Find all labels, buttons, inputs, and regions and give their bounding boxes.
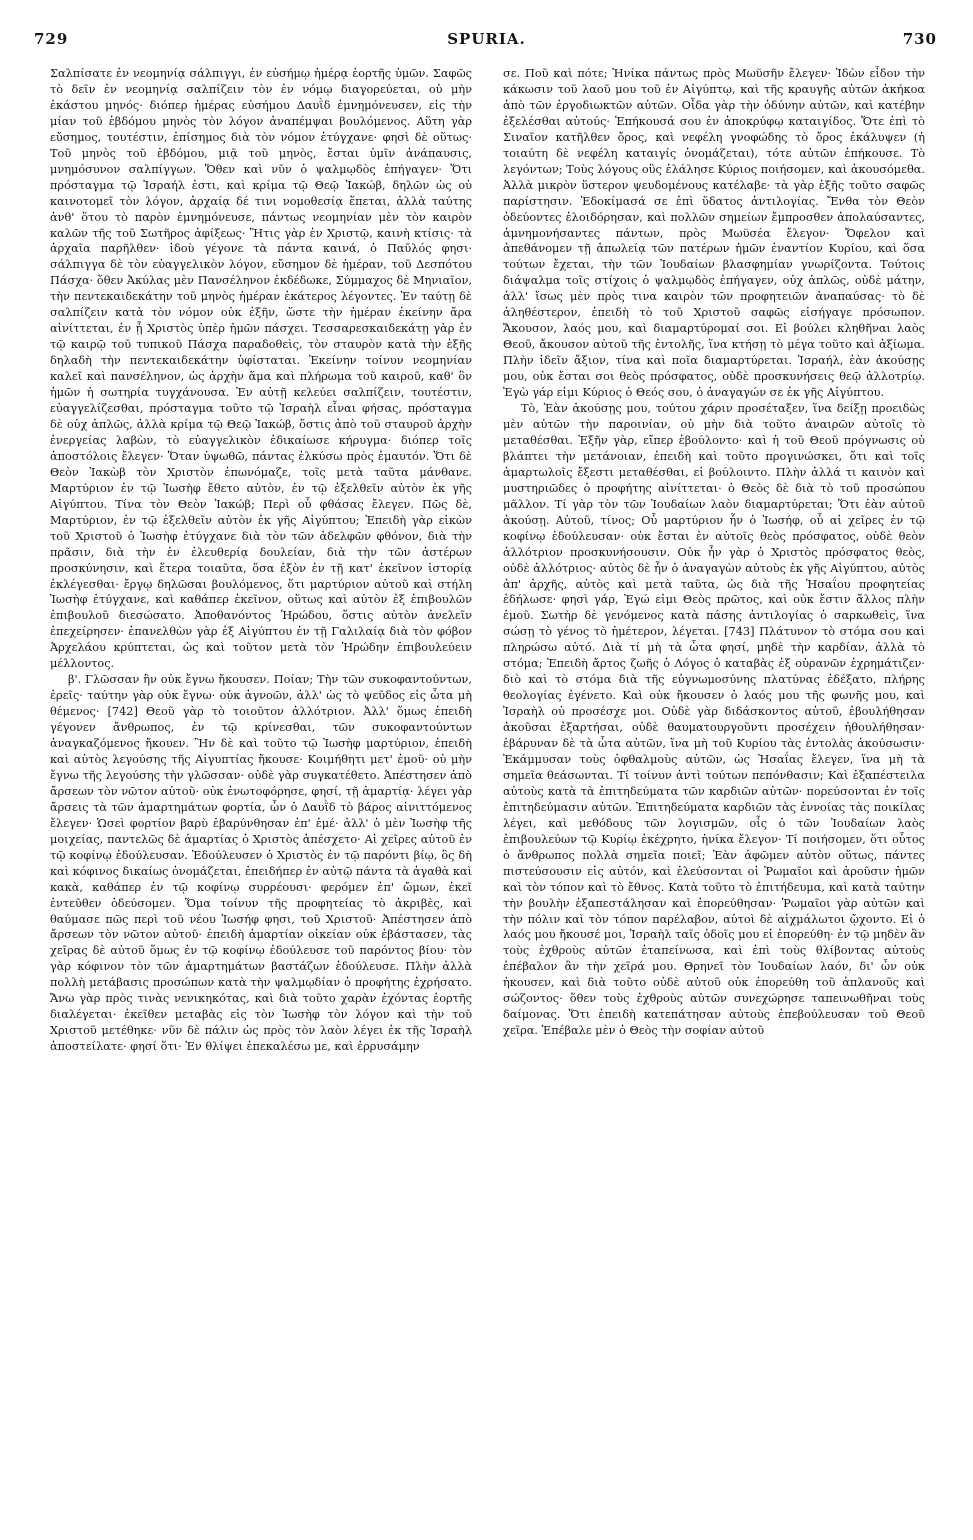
left-paragraph-2: β'. Γλῶσσαν ἣν οὐκ ἔγνω ἤκουσεν. Ποίαν; Τὴν τῶν συκοφαντούντων, ἐρεῖς· ταύτην γὰρ οὐκ ἔγνω· οὐκ ἀγνοῶν, ἀλλ' ὡς τὸ ψεῦδος εἰς ὦτα μὴ θέμενος· [742] Θεοῦ γὰρ τὸ τοιοῦτον ἀλλότριον. Ἀλλ' ὅμως ἐπειδὴ γέγονεν ἄνθρωπος, ἐν τῷ κρίνεσθαι, τῶν συκοφαντούντων ἀναγκαζόμενος ἤκουεν. Ἢν δὲ καὶ τοῦτο τῷ Ἰωσὴφ μαρτύριον, ἐπειδὴ καὶ αὐτὸς λεγούσης τῆς Αἰγυπτίας ἤκουσε· Κοιμήθητι μετ' ἐμοῦ· οὐ μὴν ἔγνω τῆς λεγούσης τὴν γλῶσσαν· οὐδὲ γὰρ συγκατέθετο. Ἀπέστησεν ἀπὸ ἄρσεων τὸν νῶτον αὐτοῦ· οὐκ ἐνωτοφόρησε, φησί, τῇ ἁμαρτίᾳ· λέγει γὰρ ἄρσεις τὰ τῶν ἁμαρτημάτων φορτία, ὧν ὁ Δαυῒδ τὸ βάρος αἰνιττόμενος ἔλεγεν· Ὡσεὶ φορτίον βαρὺ ἐβαρύνθησαν ἐπ' ἐμέ· ἀλλ' ὁ μὲν Ἰωσὴφ τῆς μοιχείας, παντελῶς δὲ ἁμαρτίας ὁ Χριστὸς ἀπέσχετο· Αἱ χεῖρες αὐτοῦ ἐν τῷ κοφίνῳ ἐδούλευσαν. Ἐδούλευσεν ὁ Χριστὸς ἐν τῷ παρόντι βίῳ, ὃς δὴ καὶ κόφινος δικαίως ὀνομάζεται, ἐπειδήπερ ἐν αὐτῷ πάντα τὰ ἀγαθὰ καὶ κακὰ, καθάπερ ἐν τῷ κοφίνῳ συρρέουσι· φερόμεν ἐπ' ὤμων, ἐκεῖ ἐντεῦθεν ὁδεύσομεν. Ὅμα τοίνυν τῆς προφητείας τὸ ἀκριβὲς, καὶ θαύμασε πῶς περὶ τοῦ νέου Ἰωσήφ φησι, τοῦ Χριστοῦ· Ἀπέστησεν ἀπὸ ἄρσεων τὸν νῶτον αὐτοῦ· ἐπειδὴ ἁμαρτίαν οἰκείαν οὐκ ἐβάστασεν, τὰς χεῖρας δὲ αὐτοῦ ὅμως ἐν τῷ κοφίνῳ ἐδούλευσε τοῦ παρόντος βίου· τὸν γὰρ κόφινον τὸν τῶν ἁμαρτημάτων βαστάζων ἐδούλευσε. Πλὴν ἀλλὰ πολλὴ μετάβασις προσώπων κατὰ τὴν ψαλμῳδίαν ὁ προφήτης ἐχρήσατο. Ἄνω γὰρ πρὸς τινὰς νενικηκότας, καὶ διὰ τοῦτο χαρὰν ἐχόντας ἑορτῆς διαλέγεται· ἐκεῖθεν μεταβὰς εἰς τὸν Ἰωσὴφ τὸν λόγον καὶ τὴν τοῦ Χριστοῦ μετέθηκε· νῦν δὲ πάλιν ὡς πρὸς τὸν λαὸν λέγει ἐκ τῆς Ἰσραὴλ ἀποστείλατε· φησί ὅτι· Ἐν θλίψει ἐπεκαλέσω με, καὶ ἐρρυσάμην bbox=[50, 673, 472, 1054]
running-title: SPURIA. bbox=[447, 30, 526, 48]
right-paragraph-1: σε. Ποῦ καὶ πότε; Ἡνίκα πάντως πρὸς Μωϋσῆν ἔλεγεν· Ἰδὼν εἶδον τὴν κάκωσιν τοῦ λαοῦ μου τοῦ ἐν Αἰγύπτῳ, καὶ τῆς κραυγῆς αὐτῶν ἀκήκοα ἀπὸ τῶν ἐργοδιωκτῶν αὐτῶν. Οἶδα γὰρ τὴν ὀδύνην αὐτῶν, καὶ κατέβην ἐξελέσθαι αὐτούς· Ἐπήκουσά σου ἐν ἀποκρύφῳ καταιγίδος. Ὅτε ἐπὶ τὸ Σιναῖον κατῆλθεν ὄρος, καὶ νεφέλη γνοφώδης τὸ ὄρος ἐκάλυψεν (ἡ τοιαύτη δὲ νεφέλη καταιγίς ὀνομάζεται), τότε αὐτῶν ἐπήκουσε. Τὸ λεγόντων; Τοὺς λόγους οὓς ἐλάλησε Κύριος ποιήσομεν, καὶ ἀκουσόμεθα. Ἀλλὰ μικρὸν ὕστερον ψευδομένους κατέλαβε· τὰ γὰρ ἑξῆς τοῦτο σαφῶς παρίστησιν. Ἐδοκίμασά σε ἐπὶ ὕδατος ἀντιλογίας. Ἔνθα τὸν Θεὸν ὀδεύοντες ἐλοιδόρησαν, καὶ πολλῶν σημείων ἔμπροσθεν ἀπολαύσαντες, ἀμνημονήσαντες πάντων, πρὸς Μωϋσέα ἔλεγον· Ὄφελον καὶ ἀπεθάνομεν τῇ ἀπωλείᾳ τῶν πατέρων ἡμῶν ἐναντίον Κυρίου, καὶ ὅσα τούτων ἔχεται, τὴν τῶν Ἰουδαίων βλασφημίαν γνωρίζοντα. Τούτοις διάψαλμα τοῖς στίχοις ὁ ψαλμῳδὸς ἐπήγαγεν, οὐχ ἁπλῶς, οὐδὲ μάτην, ἀλλ' ἴσως μὲν πρὸς τινα καιρὸν τῶν προφητειῶν ἀναπαύσας· τὸ δὲ ἀληθέστερον, ἐπειδὴ τὸ τοῦ Χριστοῦ σαφῶς εἰσήγαγε πρόσωπον. Ἄκουσον, λαός μου, καὶ διαμαρτύρομαί σοι. Εἰ βούλει κληθῆναι λαὸς Θεοῦ, ἄκουσον αὐτοῦ τῆς ἐντολῆς, ἵνα κτήσῃ τὸ μέγα τοῦτο καὶ ἀξίωμα. Πλὴν ἰδεῖν ἄξιον, τίνα καὶ ποῖα διαμαρτύρεται. Ἰσραήλ, ἐὰν ἀκούσῃς μου, οὐκ ἔσται σοι θεὸς πρόσφατος, οὐδὲ προσκυνήσεις θεῷ ἀλλοτρίῳ. Ἐγὼ γάρ εἰμι Κύριος ὁ Θεός σου, ὁ ἀναγαγών σε ἐκ γῆς Αἰγύπτου. bbox=[503, 67, 925, 400]
running-head bbox=[28, 30, 945, 52]
left-paragraph-1: Σαλπίσατε ἐν νεομηνίᾳ σάλπιγγι, ἐν εὐσήμῳ ἡμέρᾳ ἑορτῆς ὑμῶν. Σαφῶς τὸ δεῖν ἐν νεομηνίᾳ σαλπίζειν τὸν ἐν νόμῳ διαγορεύεται, οὐ μὴν ἑκάστου μηνός· διόπερ ἡμέρας εὐσήμου Δαυῒδ ἐμνημόνευσεν, εἰς τὴν μίαν τοῦ ἑβδόμου μηνὸς τὸν λόγον ἀναπέμψαι βουλόμενος. Αὕτη γὰρ εὔσημος, τουτέστιν, ἐπίσημος διὰ τὸν νόμον ἐτύγχανε· φησὶ δὲ οὕτως· Τοῦ μηνὸς τοῦ ἑβδόμου, μιᾷ τοῦ μηνὸς, ἔσται ὑμῖν ἀνάπαυσις, μνημόσυνον σαλπίγγων. Ὅθεν καὶ νῦν ὁ ψαλμῳδὸς ἐπήγαγεν· Ὅτι πρόσταγμα τῷ Ἰσραήλ ἐστι, καὶ κρίμα τῷ Θεῷ Ἰακώβ, δηλῶν ὡς οὐ καινοτομεῖ τὸν λόγον, ἀρχαίᾳ δέ τινι νομοθεσίᾳ ἕπεται, ἀλλὰ ταύτης ἀνθ' ὅτου τὸ παρὸν ἐμνημόνευσε, πάντως νεομηνίαν μὲν τὸν καιρὸν καλῶν τῆς τοῦ Σωτῆρος ἀφίξεως· Ἥτις γὰρ ἐν Χριστῷ, καινὴ κτίσις· τὰ ἀρχαῖα παρῆλθεν· ἰδοὺ γέγονε τὰ πάντα καινά, ὁ Παῦλός φησι· σάλπιγγα δὲ τὸν εὐαγγελικὸν λόγον, εὔσημον δὲ ἡμέραν, τοῦ Δεσπότου Πάσχα· ὅθεν Ἀκύλας μὲν Πανσέληνον ἐκδέδωκε, Σύμμαχος δὲ Μηνιαῖον, τὴν πεντεκαιδεκάτην τοῦ μηνὸς ἡμέραν ἑκάτερος λέγοντες. Ἐν ταύτῃ δὲ σαλπίζειν κατὰ τὸν νόμον οὐκ ἐξῆν, ὥστε τὴν ἡμέραν ἐκείνην ἄρα αἰνίττεται, ἐν ᾗ Χριστὸς ὑπὲρ ἡμῶν πάσχει. Τεσσαρεσκαιδεκάτῃ γὰρ ἐν τῷ καιρῷ τοῦ τυπικοῦ Πάσχα παραδοθεὶς, τὸν σταυρὸν κατὰ τὴν ἑξῆς δηλαδὴ τὴν πεντεκαιδεκάτην ὑφίσταται. Ἐκείνην τοίνυν νεομηνίαν καλεῖ καὶ πανσέληνον, ὡς ἀρχὴν ἅμα καὶ πλήρωμα τοῦ καιροῦ, καθ' ὃν ἡμῶν ἡ σωτηρία τυγχάνουσα. Ἐν αὐτῇ κελεύει σαλπίζειν, τουτέστιν, εὐαγγελίζεσθαι, πρόσταγμα τοῦτο τῷ Ἰσραὴλ εἶναι φήσας, πρόσταγμα δὲ οὐχ ἁπλῶς, ἀλλὰ κρίμα τῷ Θεῷ Ἰακώβ, ὅστις ἀπὸ τοῦ σταυροῦ ἀρχὴν ἐνεργείας λαβὼν, τὸ εὐαγγελικὸν ἐδικαίωσε κήρυγμα· διόπερ τοῖς ἀποστόλοις ἔλεγεν· Ὅταν ὑψωθῶ, πάντας ἑλκύσω πρὸς ἐμαυτόν. Ὅτι δὲ Θεὸν Ἰακὼβ τὸν Χριστὸν ἐπωνόμαζε, τοῖς μετὰ ταῦτα μάνθανε. Μαρτύριον ἐν τῷ Ἰωσὴφ ἔθετο αὐτὸν, ἐν τῷ ἐξελθεῖν αὐτὸν ἐκ γῆς Αἰγύπτου. Τίνα τὸν Θεὸν Ἰακώβ; Περὶ οὗ φθάσας ἔλεγεν. Πῶς δὲ, Μαρτύριον, ἐν τῷ ἐξελθεῖν αὐτὸν ἐκ γῆς Αἰγύπτου; Ἐπειδὴ γὰρ εἰκὼν τοῦ Χριστοῦ ὁ Ἰωσὴφ ἐτύγχανε διὰ τὸν τῶν ἀδελφῶν φθόνον, διὰ τὴν πρᾶσιν, διὰ τὴν ἐν ἐλευθερίᾳ δουλείαν, διὰ τὴν τῶν ἀστέρων προσκύνησιν, καὶ ἕτερα τοιαῦτα, ὅσα ἐξὸν ἐν τῇ κατ' ἐκεῖνον ἱστορίᾳ ἐκλέγεσθαι· ἔργῳ δηλῶσαι βουλόμενος, ὅτι μαρτύριον αὐτοῦ καὶ στήλη Ἰωσὴφ ἐτύγχανε, καὶ καθάπερ ἐκεῖνον, οὕτως καὶ αὐτὸν ἐξ ἐπιβουλῶν ἐπιβουλοῦ διεσώσατο. Ἀποθανόντος Ἡρώδου, ὅστις αὐτὸν ἀνελεῖν ἐπεχείρησεν· ἐπανελθὼν γὰρ ἐξ Αἰγύπτου ἐν τῇ Γαλιλαίᾳ διὰ τὸν φόβον Ἀρχελάου κρύπτεται, ὡς καὶ τοῦτον μετὰ τὸν Ἡρώδην ἐπιβουλεύειν μέλλοντος. bbox=[50, 67, 472, 671]
left-column bbox=[50, 66, 472, 1521]
page-number-left: 729 bbox=[34, 30, 69, 48]
right-paragraph-2: Τὸ, Ἐὰν ἀκούσῃς μου, τούτου χάριν προσέταξεν, ἵνα δείξῃ προειδὼς μὲν αὐτῶν τὴν παροινίαν, οὐ μὴν διὰ τοῦτο ἀναιρῶν αὐτοῖς τὸ μεταθέσθαι. Ἐξῆν γὰρ, εἴπερ ἐβούλοντο· καὶ ἡ τοῦ Θεοῦ πρόγνωσις οὐ βλάπτει τὴν μετάνοιαν, ἐπειδὴ καὶ τοῦτο προγινώσκει, ὅτι καὶ τοῖς ἁμαρτωλοῖς ἔξεστι μεταθέσθαι, εἰ βούλοιντο. Πλὴν ἀλλά τι καινὸν καὶ μυστηριῶδες ὁ προφήτης αἰνίττεται· ὁ Θεὸς δὲ διὰ τὸ τοῦ προσώπου μᾶλλον. Τί γὰρ τὸν τῶν Ἰουδαίων λαὸν διαμαρτύρεται; Ὅτι ἐὰν αὐτοῦ ἀκούσῃ. Αὐτοῦ, τίνος; Οὗ μαρτύριον ἦν ὁ Ἰωσήφ, οὗ αἱ χεῖρες ἐν τῷ κοφίνῳ ἐδούλευσαν· οὐκ ἔσται ἐν αὐτοῖς θεὸς πρόσφατος, οὐδὲ θεὸν ἀλλότριον προσκυνήσουσιν. Οὐκ ἦν γὰρ ὁ Χριστὸς πρόσφατος θεὸς, οὐδὲ ἀλλότριος· αὐτὸς δὲ ἦν ὁ ἀναγαγὼν αὐτοὺς ἐκ γῆς Αἰγύπτου, αὐτὸς ἀπ' ἀρχῆς, αὐτὸς καὶ μετὰ ταῦτα, ὡς διὰ τῆς Ἡσαΐου προφητείας ἐδήλωσε· φησὶ γάρ, Ἐγώ εἰμι Θεὸς πρῶτος, καὶ οὐκ ἔστιν ἄλλος πλὴν ἐμοῦ. Σωτὴρ δὲ γενόμενος κατὰ πάσης ἀντιλογίας ὁ σαρκωθεὶς, ἵνα σώσῃ τὸ γένος τὸ ἡμέτερον, λέγεται. [743] Πλάτυνον τὸ στόμα σου καὶ πληρώσω αὐτό. Διὰ τί μὴ τὰ ὦτα φησί, μηδὲ τὴν καρδίαν, ἀλλὰ τὸ στόμα; Ἐπειδὴ ἄρτος ζωῆς ὁ Λόγος ὁ καταβὰς ἐξ οὐρανῶν ἐχρημάτιζεν· διὸ καὶ τὸ στόμα διὰ τῆς εὐγνωμοσύνης πλατύνας ἐδέξατο, πλήρης θεολογίας ἐγένετο. Καὶ οὐκ ἤκουσεν ὁ λαός μου τῆς φωνῆς μου, καὶ Ἰσραὴλ οὐ προσέσχε μοι. Οὐδὲ γὰρ διδάσκοντος αὐτοῦ, ἐβουλήθησαν ἀκοῦσαι ἐξαρτήσαι, οὐδὲ θαυματουργοῦντι προσέχειν ἠθουλήθησαν· ἐβάρυναν δὲ τὰ ὦτα αὐτῶν, ἵνα μὴ τοῦ Κυρίου τὰς ἐντολὰς ἀκούσωσιν· Ἐκάμμυσαν τοὺς ὀφθαλμοὺς αὐτῶν, ὡς Ἡσαΐας ἔλεγεν, ἵνα μὴ τὰ σημεῖα θεάσωνται. Τί τοίνυν ἀντὶ τούτων πεπόνθασιν; Καὶ ἐξαπέστειλα αὐτοὺς κατὰ τὰ ἐπιτηδεύματα τῶν καρδιῶν αὐτῶν· πορεύσονται ἐν τοῖς ἐπιτηδεύμασιν αὐτῶν. Ἐπιτηδεύματα καρδιῶν τὰς ἐννοίας τὰς ποικίλας λέγει, καὶ μεθόδους τῶν λογισμῶν, οἷς ὁ τῶν Ἰουδαίων λαὸς ἐπιβουλεύων τῷ Κυρίῳ ἐκέχρητο, ἡνίκα ἔλεγον· Τί ποιήσομεν, ὅτι οὗτος ὁ ἄνθρωπος πολλὰ σημεῖα ποιεῖ; Ἐὰν ἀφῶμεν αὐτὸν οὕτως, πάντες πιστεύσουσιν εἰς αὐτόν, καὶ ἐλεύσονται οἱ Ῥωμαῖοι καὶ ἀροῦσιν ἡμῶν καὶ τὸν τόπον καὶ τὸ ἔθνος. Κατὰ τοῦτο τὸ ἐπιτήδευμα, καὶ κατὰ ταύτην τὴν βουλὴν ἐξαπεστάλησαν καὶ ἐπορεύθησαν· Ῥωμαῖοι γὰρ αὐτῶν καὶ τὴν πόλιν καὶ τὸν τόπον παρέλαβον, αὐτοὶ δὲ αἰχμάλωτοι ᾤχοντο. Εἰ ὁ λαός μου ἤκουσέ μοι, Ἰσραὴλ ταῖς ὁδοῖς μου εἰ ἐπορεύθη· ἐν τῷ μηδὲν ἂν τοὺς ἐχθροὺς αὐτῶν ἐταπείνωσα, καὶ ἐπὶ τοὺς θλίβοντας αὐτοὺς ἐπέβαλον ἂν τὴν χεῖρά μου. Θρηνεῖ τὸν Ἰουδαίων λαόν, δι' ὧν οὐκ ἠκουσεν, καὶ διὰ τοῦτο οὐδὲ αὐτοῦ οὐκ ἐπορεύθη τοῦ ἀπλανοῦς καὶ σώζοντος· ὅθεν τοὺς ἐχθροὺς αὐτῶν συνεχώρησε ταπεινωθῆναι τοὺς δαίμονας. Ὅτι ἐπειδὴ κατεπάτησαν αὐτοὺς ἐπεβούλευσαν τοῦ Θεοῦ χεῖρα. Ἐπέβαλε μὲν ὁ Θεὸς τὴν σοφίαν αὐτοῦ bbox=[503, 402, 925, 1038]
right-column bbox=[503, 66, 925, 1521]
page-number-right: 730 bbox=[902, 30, 937, 48]
